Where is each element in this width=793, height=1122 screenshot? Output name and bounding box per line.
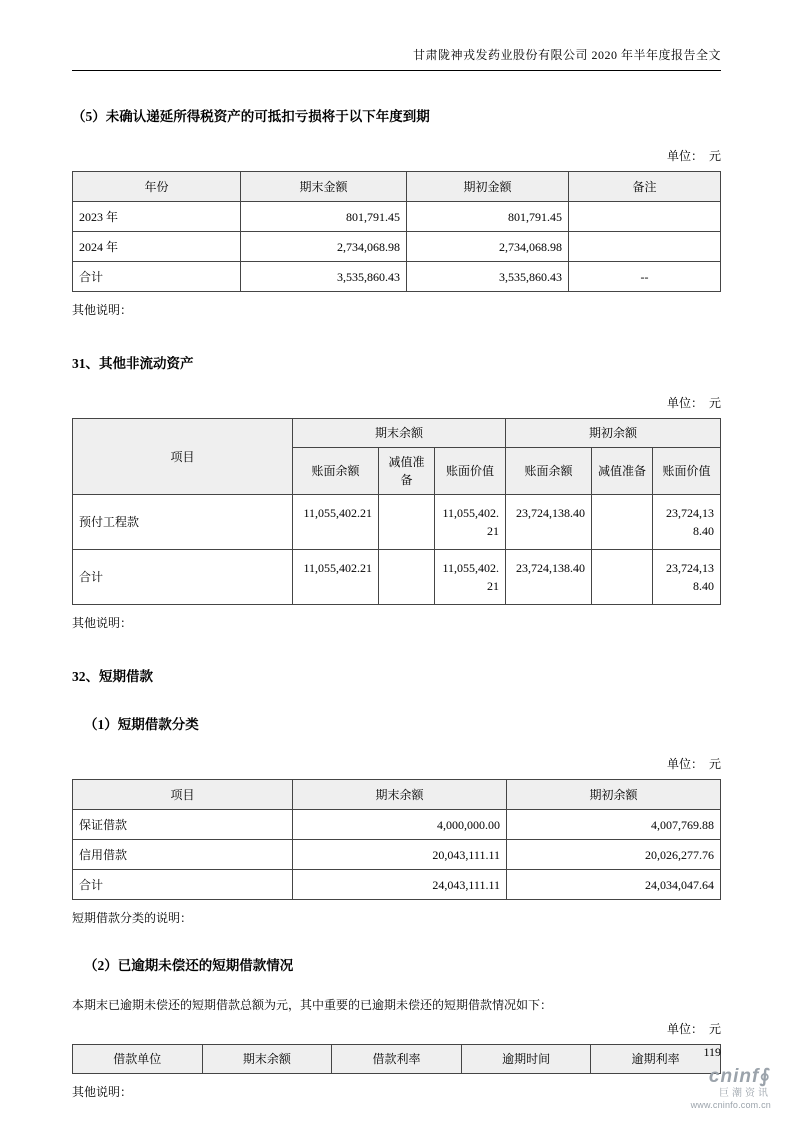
- table-row: [73, 870, 721, 900]
- table-row: [73, 262, 721, 292]
- column-header: 逾期利率: [591, 1045, 721, 1074]
- table-cell: [592, 495, 653, 550]
- column-header: 减值准备: [592, 448, 653, 495]
- table-cell: 合计: [73, 550, 293, 605]
- table-cell: [569, 232, 721, 262]
- column-header: 备注: [569, 172, 721, 202]
- other-note-label: 其他说明：: [72, 1085, 133, 1099]
- table-cell: 信用借款: [73, 840, 293, 870]
- column-header: 期末余额: [202, 1045, 332, 1074]
- column-group-header: 期末余额: [293, 419, 506, 448]
- table-header-row: [73, 1045, 721, 1074]
- table-cell: 2023 年: [73, 202, 241, 232]
- column-header: 期末金额: [241, 172, 407, 202]
- table-cell: 11,055,402.21: [293, 550, 379, 605]
- table-cell: [379, 495, 435, 550]
- table-cell: 4,000,000.00: [293, 810, 507, 840]
- column-header: 借款利率: [332, 1045, 462, 1074]
- table-row: [73, 550, 721, 605]
- page-header-title: 甘肃陇神戎发药业股份有限公司 2020 年半年度报告全文: [412, 48, 721, 62]
- table-cell: 11,055,402.21: [435, 495, 506, 550]
- cninfo-logo-url: www.cninfo.com.cn: [690, 1099, 771, 1110]
- column-header: 减值准备: [379, 448, 435, 495]
- column-header: 期末余额: [293, 780, 507, 810]
- column-header: 年份: [73, 172, 241, 202]
- overdue-loans-table: [72, 1044, 721, 1074]
- column-group-header: 期初余额: [506, 419, 721, 448]
- table-cell: [379, 550, 435, 605]
- column-header: 项目: [73, 419, 293, 495]
- other-note-label: 其他说明：: [72, 616, 133, 630]
- table-cell: 20,026,277.76: [507, 840, 721, 870]
- section-31-title: 31、其他非流动资产: [72, 356, 194, 371]
- column-header: 逾期时间: [461, 1045, 591, 1074]
- cninfo-s-icon: ∮: [759, 1066, 771, 1088]
- column-header: 账面价值: [653, 448, 721, 495]
- column-header: 借款单位: [73, 1045, 203, 1074]
- table-row: [73, 810, 721, 840]
- table-cell: 2024 年: [73, 232, 241, 262]
- table-cell: 2,734,068.98: [241, 232, 407, 262]
- subsection-2-title: （2）已逾期未偿还的短期借款情况: [84, 958, 294, 973]
- cninfo-logo-chinese: 巨潮资讯: [719, 1088, 771, 1100]
- table-cell: [569, 202, 721, 232]
- table-row: [73, 840, 721, 870]
- column-header: 项目: [73, 780, 293, 810]
- table-cell: 3,535,860.43: [241, 262, 407, 292]
- table-cell: 801,791.45: [241, 202, 407, 232]
- table-cell: 23,724,138.40: [506, 550, 592, 605]
- other-noncurrent-assets-table: [72, 418, 721, 605]
- unit-label: 单位： 元: [666, 396, 721, 410]
- table-cell: 20,043,111.11: [293, 840, 507, 870]
- table-cell: 24,034,047.64: [507, 870, 721, 900]
- table-row: [73, 232, 721, 262]
- cninfo-logo-wordmark: cninf∮: [708, 1066, 771, 1088]
- table-cell: 23,724,138.40: [653, 495, 721, 550]
- table-cell: 合计: [73, 262, 241, 292]
- table-header-row: [73, 419, 721, 448]
- other-note-label: 其他说明：: [72, 303, 133, 317]
- table-cell: 合计: [73, 870, 293, 900]
- table-cell: 2,734,068.98: [407, 232, 569, 262]
- short-term-loans-table: [72, 779, 721, 900]
- loan-classification-note: 短期借款分类的说明：: [72, 911, 193, 925]
- table-cell: [592, 550, 653, 605]
- table-cell: 4,007,769.88: [507, 810, 721, 840]
- table-cell: 3,535,860.43: [407, 262, 569, 292]
- table-cell: 11,055,402.21: [435, 550, 506, 605]
- header-divider: [72, 70, 721, 71]
- column-header: 账面余额: [506, 448, 592, 495]
- table-cell: 11,055,402.21: [293, 495, 379, 550]
- column-header: 期初余额: [507, 780, 721, 810]
- table-cell: 24,043,111.11: [293, 870, 507, 900]
- column-header: 账面余额: [293, 448, 379, 495]
- unit-label: 单位： 元: [666, 1022, 721, 1036]
- page-number: 119: [703, 1045, 721, 1059]
- table-cell: 预付工程款: [73, 495, 293, 550]
- table-header-row: [73, 172, 721, 202]
- table-cell: --: [569, 262, 721, 292]
- unit-label: 单位： 元: [666, 757, 721, 771]
- deferred-tax-losses-table: [72, 171, 721, 292]
- table-cell: 23,724,138.40: [653, 550, 721, 605]
- cninfo-logo: [691, 1066, 771, 1110]
- column-header: 期初金额: [407, 172, 569, 202]
- table-cell: 保证借款: [73, 810, 293, 840]
- column-header: 账面价值: [435, 448, 506, 495]
- unit-label: 单位： 元: [666, 149, 721, 163]
- subsection-1-title: （1）短期借款分类: [84, 717, 199, 732]
- table-row: [73, 495, 721, 550]
- table-header-row: [73, 780, 721, 810]
- table-row: [73, 202, 721, 232]
- section-32-title: 32、短期借款: [72, 669, 153, 684]
- overdue-loans-paragraph: 本期末已逾期未偿还的短期借款总额为元，其中重要的已逾期未偿还的短期借款情况如下：: [72, 998, 553, 1012]
- section-5-title: （5）未确认递延所得税资产的可抵扣亏损将于以下年度到期: [72, 109, 430, 124]
- table-cell: 801,791.45: [407, 202, 569, 232]
- table-cell: 23,724,138.40: [506, 495, 592, 550]
